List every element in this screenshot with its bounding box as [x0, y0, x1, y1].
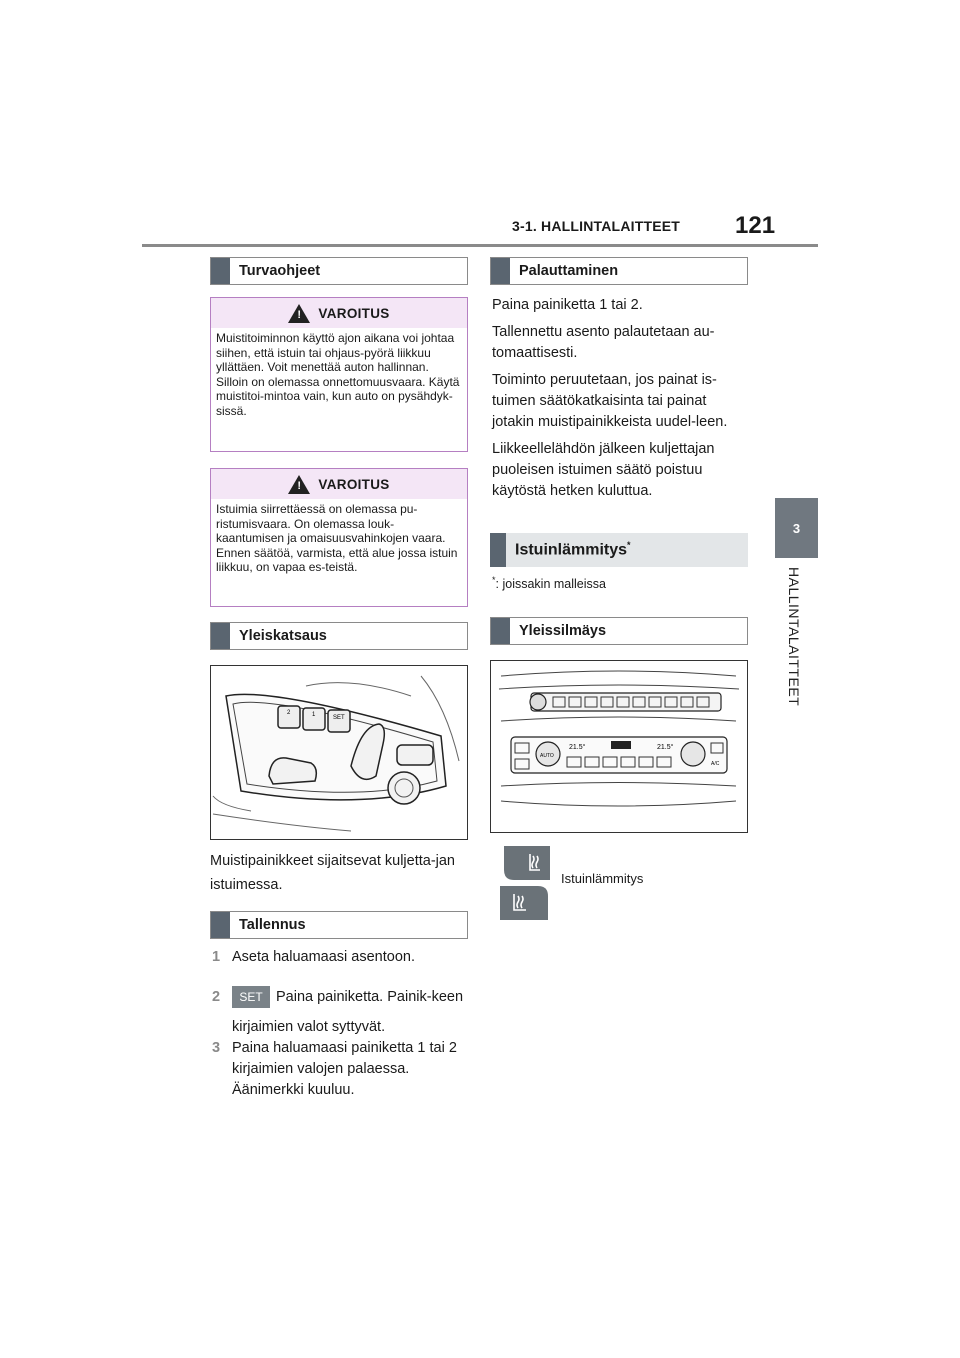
- section-heading-text: Turvaohjeet: [239, 263, 321, 279]
- figure-caption: Muistipainikkeet sijaitsevat kuljetta-jan istuimessa.: [210, 853, 455, 893]
- set-button-label: SET: [333, 715, 345, 721]
- chapter-side-label: HALLINTALAITTEET: [786, 567, 802, 707]
- section-heading-text: [506, 540, 631, 559]
- section-heading-seat-heating: [490, 533, 748, 567]
- step-number: 3: [212, 1040, 221, 1056]
- paragraph: Tallennettu asento palautetaan au-tomaattisesti.: [492, 324, 715, 361]
- warning-title: VAROITUS: [318, 476, 390, 492]
- temp-right-readout: 21.5°: [657, 744, 674, 751]
- warning-header: [211, 298, 467, 328]
- climate-panel-figure: [490, 660, 748, 833]
- warning-box: [210, 468, 468, 607]
- step-text: Aseta haluamaasi asentoon.: [232, 949, 415, 965]
- section-heading-text: Yleiskatsaus: [239, 628, 327, 644]
- footnote-marker: *: [627, 540, 631, 551]
- auto-label: AUTO: [540, 753, 554, 759]
- step-text: Paina painiketta. Painik-keen kirjaimien valot syttyvät.: [232, 989, 464, 1035]
- heading-bar: [211, 258, 230, 284]
- memory-button-2-label: 2: [287, 710, 291, 716]
- warning-triangle-icon: !: [288, 475, 310, 494]
- step-number: 1: [212, 949, 221, 965]
- footnote-text: : joissakin malleissa: [495, 577, 606, 592]
- warning-box: [210, 297, 468, 452]
- footnote: [492, 575, 606, 591]
- paragraph: Paina painiketta 1 tai 2.: [492, 297, 643, 313]
- seat-memory-figure: [210, 665, 468, 840]
- footnote-star: *: [492, 575, 496, 585]
- warning-header: [211, 469, 467, 499]
- section-heading-text: Tallennus: [239, 917, 306, 933]
- set-button: SET: [232, 986, 270, 1008]
- restore-paragraphs: [492, 295, 748, 502]
- warning-text: Istuimia siirrettäessä on olemassa pu-ristumisvaara. On olemassa louk-kaantumisen ja omaisuusvahinkojen vaara. Ennen säätöä, varmista, että alue jossa istuin liikkuu, on vapaa es-teistä.: [216, 502, 458, 574]
- ac-label: A/C: [711, 761, 720, 767]
- step-number: 2: [212, 989, 221, 1005]
- step-text: Paina haluamaasi painiketta 1 tai 2 kirjaimien valojen palaessa. Äänimerkki kuuluu.: [232, 1040, 457, 1098]
- heading-bar: [491, 258, 510, 284]
- paragraph: Toiminto peruutetaan, jos painat is-tuimen säätökatkaisinta tai painat jotakin muistipainikkeista uudel-leen.: [492, 372, 728, 430]
- heading-bar: [211, 912, 230, 938]
- section-heading-restore: [490, 257, 748, 285]
- climate-panel-illustration: [491, 661, 747, 832]
- memory-button-1-label: 1: [312, 712, 316, 718]
- heading-title: Istuinlämmitys: [515, 541, 628, 559]
- warning-triangle-icon: !: [288, 304, 310, 323]
- header-rule: [142, 244, 818, 247]
- section-heading-overview-right: [490, 617, 748, 645]
- seat-heating-icon: [500, 846, 552, 920]
- heading-bar: [211, 623, 230, 649]
- step-1: [212, 947, 470, 968]
- temp-left-readout: 21.5°: [569, 744, 586, 751]
- chapter-tab: 3: [775, 498, 818, 558]
- chapter-header: 3-1. HALLINTALAITTEET: [512, 218, 681, 234]
- step-3: [212, 1038, 470, 1101]
- seat-heating-icon-label: Istuinlämmitys: [561, 871, 644, 886]
- warning-text: Muistitoiminnon käyttö ajon aikana voi johtaa siihen, että istuin tai ohjaus-pyörä liikkuu yllättäen. Voit menettää auton hallinnan. Silloin on olemassa onnettomuusvaara. Käytä muistitoi-mintoa vain, kun auto on pysähdyk-sissä.: [216, 331, 460, 418]
- step-2: [212, 982, 467, 1042]
- section-heading-save: [210, 911, 468, 939]
- paragraph: Liikkeellelähdön jälkeen kuljettajan puoleisen istuimen säätö poistuu käytöstä hetken kuluttua.: [492, 441, 715, 499]
- section-heading-overview: [210, 622, 468, 650]
- page-number: 121: [735, 212, 776, 239]
- warning-title: VAROITUS: [318, 305, 390, 321]
- heading-bar: [491, 618, 510, 644]
- section-heading-safety: [210, 257, 468, 285]
- section-heading-text: Palauttaminen: [519, 263, 619, 279]
- section-heading-text: Yleissilmäys: [519, 623, 607, 639]
- heading-bar: [490, 533, 506, 567]
- seat-panel-illustration: [211, 666, 467, 839]
